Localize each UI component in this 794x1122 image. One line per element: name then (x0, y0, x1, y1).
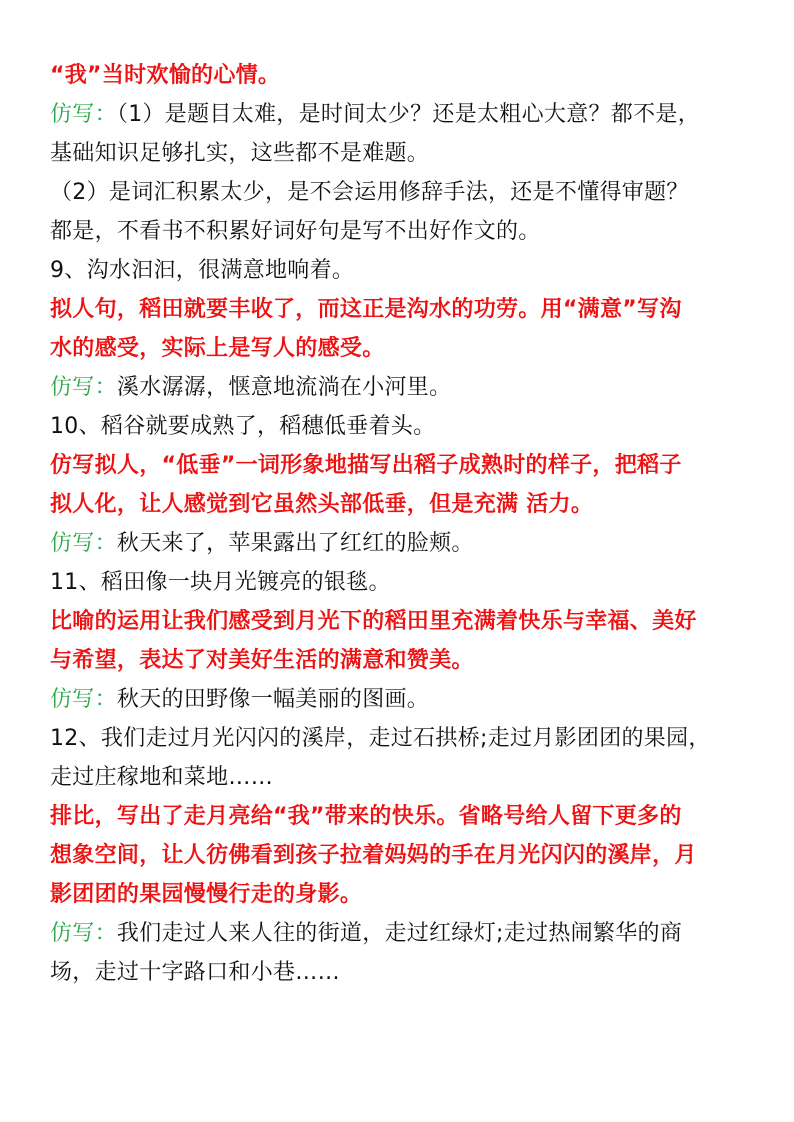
document-page (50, 56, 750, 992)
question-10-imitation (50, 524, 750, 563)
question-12-imitation-2: 场，走过十字路口和小巷…… (50, 960, 340, 985)
question-10-analysis-1: 仿写拟人，“低垂”一词形象地描写出稻子成熟时的样子，把稻子 (50, 453, 682, 478)
imitation-1-line-1 (50, 95, 750, 134)
question-10-imitation-text: 秋天来了，苹果露出了红红的脸颊。 (116, 531, 474, 556)
question-9-analysis-2: 水的感受，实际上是写人的感受。 (50, 336, 385, 361)
question-12-imitation-1 (50, 914, 750, 953)
question-9-imitation (50, 368, 750, 407)
imitation-1-line-3: （2）是词汇积累太少，是不会运用修辞手法，还是不懂得审题？ (50, 180, 689, 205)
question-12-imitation-text-1: 我们走过人来人往的街道，走过红绿灯;走过热闹繁华的商 (116, 921, 683, 946)
question-9: 9、沟水汩汩，很满意地响着。 (50, 258, 355, 283)
imitation-label: 仿写： (50, 531, 117, 556)
question-12-analysis-3: 影团团的果园慢慢行走的身影。 (50, 882, 363, 907)
question-11-imitation (50, 680, 750, 719)
question-12-line-2: 走过庄稼地和菜地…… (50, 765, 274, 790)
question-11-analysis-2: 与希望，表达了对美好生活的满意和赞美。 (50, 648, 474, 673)
question-9-imitation-text: 溪水潺潺，惬意地流淌在小河里。 (116, 375, 452, 400)
imitation-label: 仿写： (50, 375, 117, 400)
imitation-1-line-4: 都是，不看书不积累好词好句是写不出好作文的。 (50, 219, 541, 244)
imitation-label: 仿写： (50, 102, 117, 127)
imitation-label: 仿写： (50, 921, 117, 946)
intro-analysis-line: “我”当时欢愉的心情。 (50, 63, 281, 88)
question-11: 11、稻田像一块月光镀亮的银毯。 (50, 570, 391, 595)
imitation-label: 仿写： (50, 687, 117, 712)
question-11-analysis-1: 比喻的运用让我们感受到月光下的稻田里充满着快乐与幸福、美好 (50, 609, 697, 634)
imitation-1-line-2: 基础知识足够扎实，这些都不是难题。 (50, 141, 430, 166)
question-10-analysis-2: 拟人化，让人感觉到它虽然头部低垂，但是充满 活力。 (50, 492, 594, 517)
question-12-line-1: 12、我们走过月光闪闪的溪岸，走过石拱桥;走过月影团团的果园， (50, 726, 711, 751)
imitation-1-text-1: （1）是题目太难，是时间太少？还是太粗心大意？都不是， (116, 102, 701, 127)
question-12-analysis-2: 想象空间，让人彷佛看到孩子拉着妈妈的手在月光闪闪的溪岸，月 (50, 843, 697, 868)
question-9-analysis-1: 拟人句，稻田就要丰收了，而这正是沟水的功劳。用“满意”写沟 (50, 297, 682, 322)
question-12-analysis-1: 排比，写出了走月亮给“我”带来的快乐。省略号给人留下更多的 (50, 804, 682, 829)
question-11-imitation-text: 秋天的田野像一幅美丽的图画。 (116, 687, 430, 712)
question-10: 10、稻谷就要成熟了，稻穗低垂着头。 (50, 414, 436, 439)
